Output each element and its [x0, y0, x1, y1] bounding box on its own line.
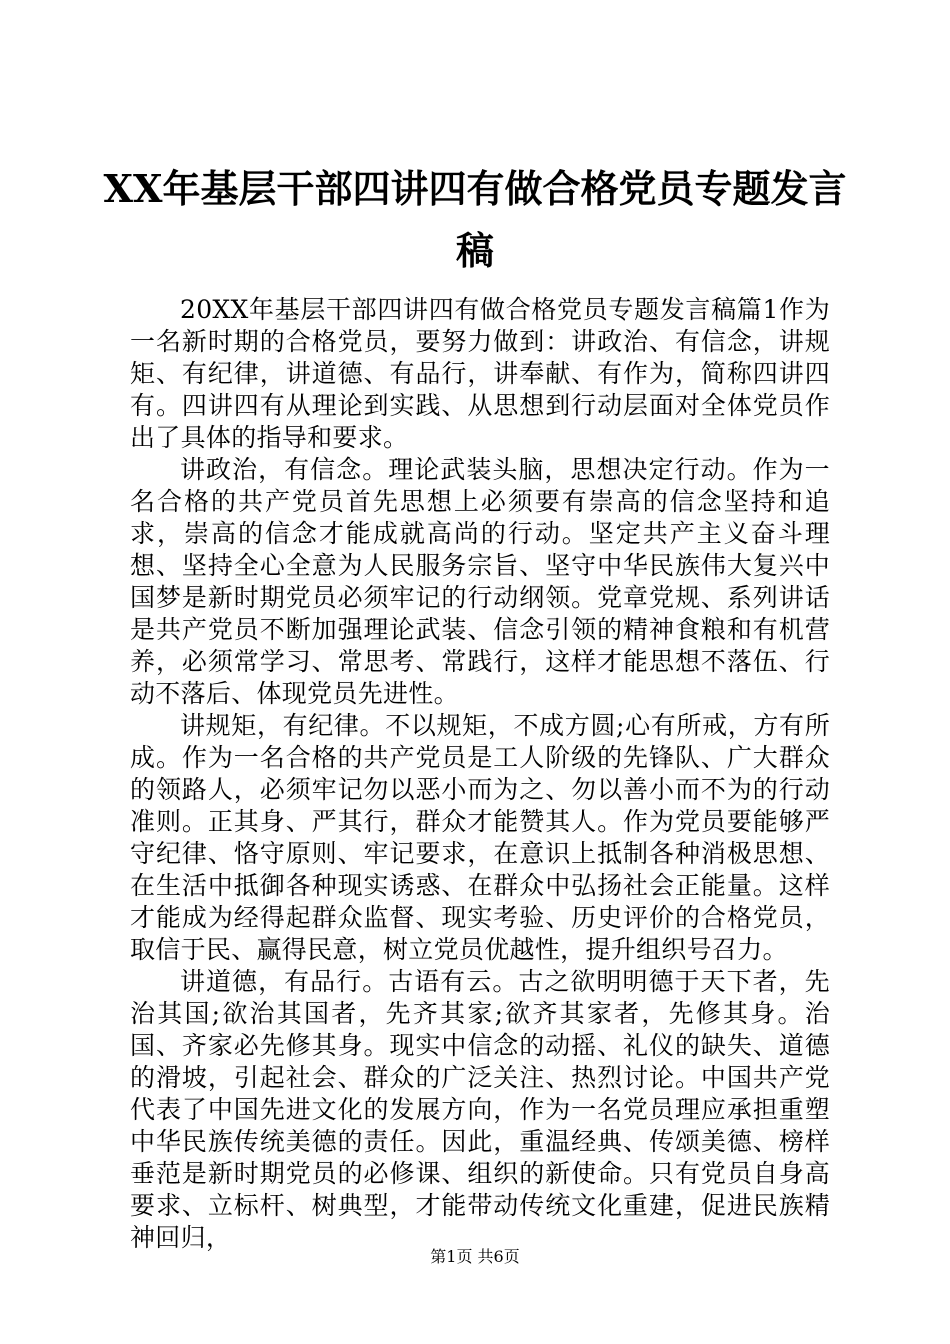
paragraph-politics: 讲政治，有信念。理论武装头脑，思想决定行动。作为一名合格的共产党员首先思想上必须要有崇高的信念坚持和追求，崇高的信念才能成就高尚的行动。坚定共产主义奋斗理想、坚持全心全意为人民服务宗旨、坚守中华民族伟大复兴中国梦是新时期党员必须牢记的行动纲领。党章党规、系列讲话是共产党员不断加强理论武装、信念引领的精神食粮和有机营养，必须常学习、常思考、常践行，这样才能思想不落伍、行动不落后、体现党员先进性。 — [130, 455, 830, 708]
paragraph-intro: 20XX年基层干部四讲四有做合格党员专题发言稿篇1作为一名新时期的合格党员，要努力做到：讲政治、有信念，讲规矩、有纪律，讲道德、有品行，讲奉献、有作为，简称四讲四有。四讲四有从理论到实践、从思想到行动层面对全体党员作出了具体的指导和要求。 — [130, 295, 830, 452]
document-title: XX年基层干部四讲四有做合格党员专题发言稿 — [103, 166, 847, 273]
document-body — [130, 294, 830, 1254]
page-number-footer: 第1页 共6页 — [430, 1247, 520, 1266]
paragraph-morality: 讲道德，有品行。古语有云。古之欲明明德于天下者，先治其国;欲治其国者，先齐其家;欲齐其家者，先修其身。治国、齐家必先修其身。现实中信念的动摇、礼仪的缺失、道德的滑坡，引起社会、群众的广泛关注、热烈讨论。中国共产党代表了中国先进文化的发展方向，作为一名党员理应承担重塑中华民族传统美德的责任。因此，重温经典、传颂美德、榜样垂范是新时期党员的必修课、组织的新使命。只有党员自身高要求、立标杆、树典型，才能带动传统文化重建，促进民族精神回归， — [130, 967, 830, 1252]
paragraph-discipline: 讲规矩，有纪律。不以规矩，不成方圆;心有所戒，方有所成。作为一名合格的共产党员是工人阶级的先锋队、广大群众的领路人，必须牢记勿以恶小而为之、勿以善小而不为的行动准则。正其身、严其行，群众才能赞其人。作为党员要能够严守纪律、恪守原则、牢记要求，在意识上抵制各种消极思想、在生活中抵御各种现实诱惑、在群众中弘扬社会正能量。这样才能成为经得起群众监督、现实考验、历史评价的合格党员，取信于民、赢得民意，树立党员优越性，提升组织号召力。 — [130, 711, 830, 964]
